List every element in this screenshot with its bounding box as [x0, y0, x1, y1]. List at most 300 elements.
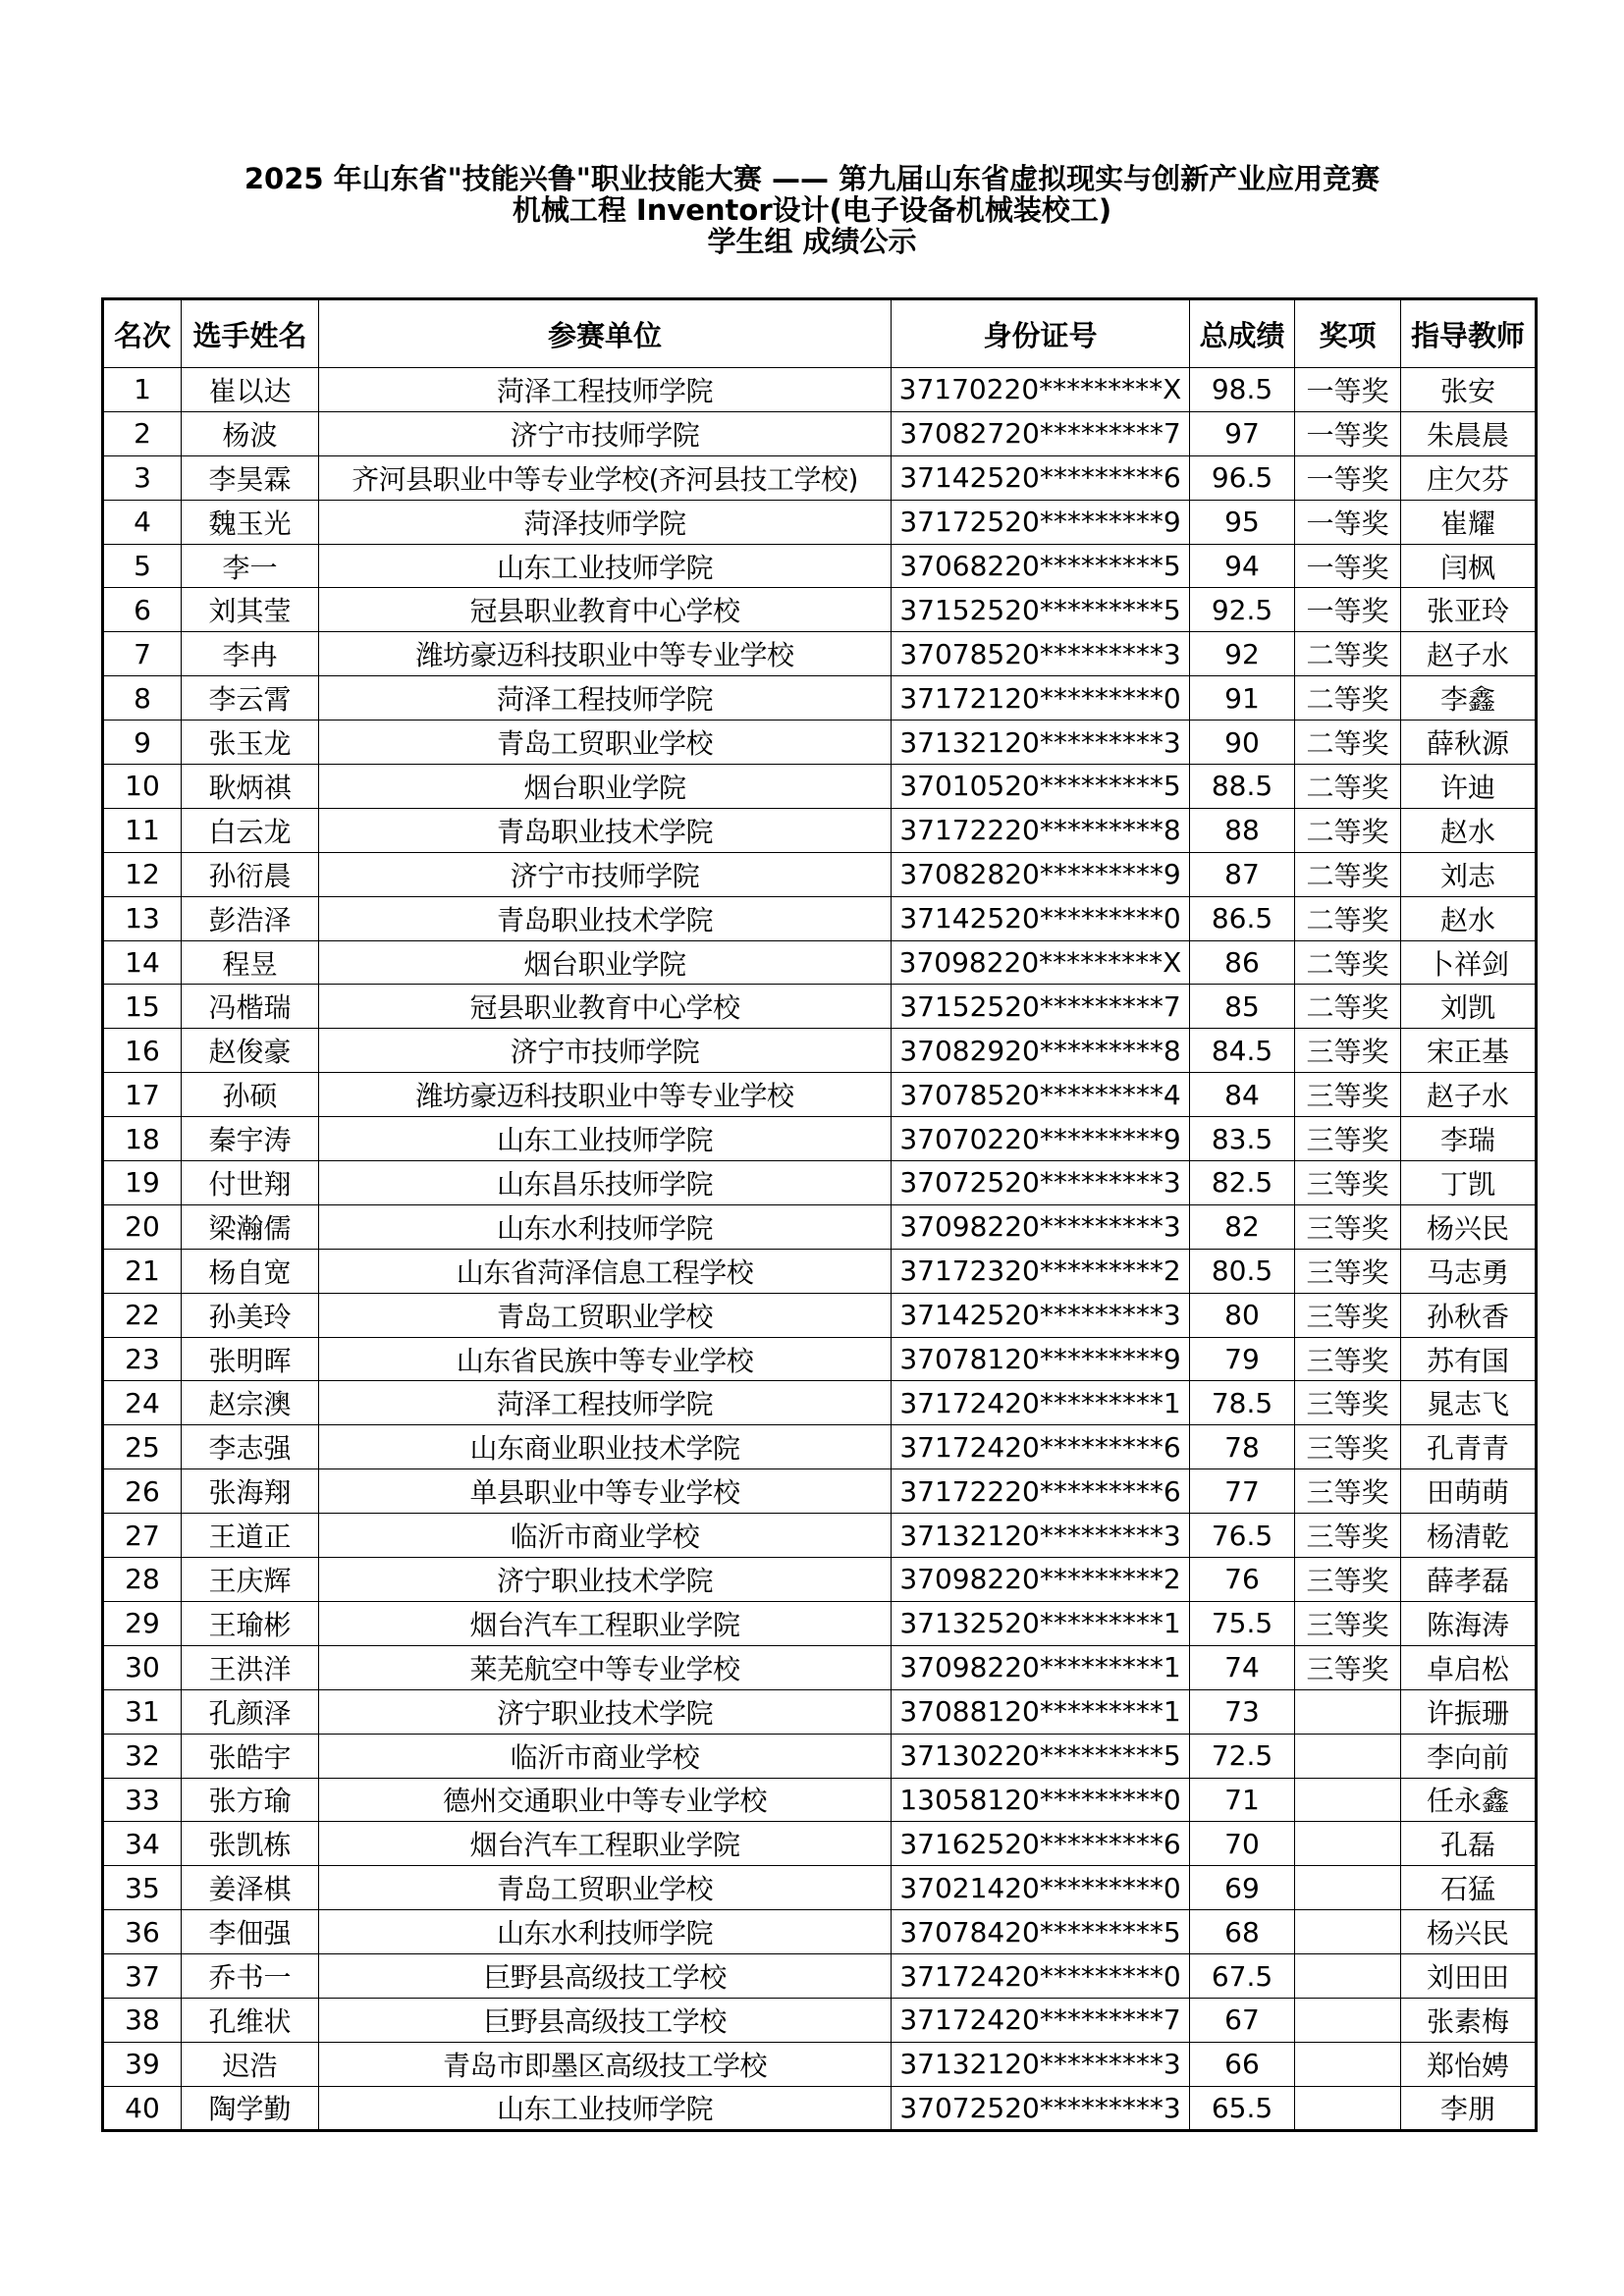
instructor-cell: 卓启松: [1401, 1645, 1537, 1689]
unit-cell: 菏泽技师学院: [319, 500, 892, 544]
award-cell: [1295, 1778, 1401, 1822]
unit-cell: 巨野县高级技工学校: [319, 1998, 892, 2042]
table-row: [103, 1293, 1537, 1337]
rank-cell: 22: [103, 1293, 182, 1337]
table-row: [103, 1337, 1537, 1381]
id-number-cell: 37078520*********3: [892, 632, 1190, 676]
id-number-cell: 37130220*********5: [892, 1734, 1190, 1778]
rank-cell: 37: [103, 1954, 182, 1999]
name-cell: 崔以达: [182, 368, 319, 412]
table-row: [103, 1073, 1537, 1117]
id-number-cell: 37152520*********5: [892, 588, 1190, 632]
rank-cell: 3: [103, 455, 182, 500]
award-cell: 三等奖: [1295, 1337, 1401, 1381]
score-cell: 67: [1190, 1998, 1295, 2042]
unit-cell: 济宁职业技术学院: [319, 1689, 892, 1734]
rank-cell: 18: [103, 1117, 182, 1161]
unit-cell: 青岛职业技术学院: [319, 896, 892, 940]
instructor-cell: 杨清乾: [1401, 1514, 1537, 1558]
header-unit: 参赛单位: [319, 299, 892, 368]
name-cell: 李昊霖: [182, 455, 319, 500]
unit-cell: 巨野县高级技工学校: [319, 1954, 892, 1999]
unit-cell: 烟台汽车工程职业学院: [319, 1601, 892, 1645]
id-number-cell: 37172120*********0: [892, 676, 1190, 721]
name-cell: 赵宗澳: [182, 1381, 319, 1425]
score-cell: 97: [1190, 411, 1295, 455]
table-row: [103, 721, 1537, 765]
table-row: [103, 808, 1537, 852]
award-cell: 二等奖: [1295, 852, 1401, 896]
id-number-cell: 37170220*********X: [892, 368, 1190, 412]
award-cell: [1295, 1910, 1401, 1954]
rank-cell: 4: [103, 500, 182, 544]
instructor-cell: 赵子水: [1401, 632, 1537, 676]
unit-cell: 山东商业职业技术学院: [319, 1425, 892, 1469]
score-cell: 88.5: [1190, 765, 1295, 809]
award-cell: [1295, 1866, 1401, 1910]
instructor-cell: 李瑞: [1401, 1117, 1537, 1161]
award-cell: 一等奖: [1295, 544, 1401, 588]
id-number-cell: 37172520*********9: [892, 500, 1190, 544]
instructor-cell: 崔耀: [1401, 500, 1537, 544]
instructor-cell: 赵水: [1401, 808, 1537, 852]
score-cell: 80: [1190, 1293, 1295, 1337]
score-cell: 75.5: [1190, 1601, 1295, 1645]
instructor-cell: 刘田田: [1401, 1954, 1537, 1999]
unit-cell: 青岛工贸职业学校: [319, 1866, 892, 1910]
name-cell: 孙美玲: [182, 1293, 319, 1337]
instructor-cell: 刘志: [1401, 852, 1537, 896]
instructor-cell: 刘凯: [1401, 985, 1537, 1029]
header-award: 奖项: [1295, 299, 1401, 368]
instructor-cell: 杨兴民: [1401, 1204, 1537, 1249]
name-cell: 耿炳祺: [182, 765, 319, 809]
unit-cell: 山东昌乐技师学院: [319, 1161, 892, 1205]
score-cell: 77: [1190, 1469, 1295, 1514]
unit-cell: 山东工业技师学院: [319, 1117, 892, 1161]
instructor-cell: 陈海涛: [1401, 1601, 1537, 1645]
id-number-cell: 37098220*********2: [892, 1558, 1190, 1602]
table-row: [103, 940, 1537, 985]
instructor-cell: 宋正基: [1401, 1029, 1537, 1073]
score-cell: 80.5: [1190, 1249, 1295, 1293]
unit-cell: 济宁市技师学院: [319, 852, 892, 896]
document-title: [0, 163, 1624, 257]
table-row: [103, 1778, 1537, 1822]
award-cell: [1295, 1998, 1401, 2042]
unit-cell: 济宁市技师学院: [319, 411, 892, 455]
table-row: [103, 1381, 1537, 1425]
rank-cell: 11: [103, 808, 182, 852]
id-number-cell: 37172420*********7: [892, 1998, 1190, 2042]
instructor-cell: 李向前: [1401, 1734, 1537, 1778]
table-row: [103, 368, 1537, 412]
id-number-cell: 37172420*********1: [892, 1381, 1190, 1425]
unit-cell: 单县职业中等专业学校: [319, 1469, 892, 1514]
award-cell: [1295, 2086, 1401, 2130]
instructor-cell: 孙秋香: [1401, 1293, 1537, 1337]
unit-cell: 山东水利技师学院: [319, 1910, 892, 1954]
score-cell: 84.5: [1190, 1029, 1295, 1073]
instructor-cell: 李朋: [1401, 2086, 1537, 2130]
score-cell: 84: [1190, 1073, 1295, 1117]
unit-cell: 临沂市商业学校: [319, 1514, 892, 1558]
unit-cell: 济宁市技师学院: [319, 1029, 892, 1073]
award-cell: 一等奖: [1295, 588, 1401, 632]
award-cell: 三等奖: [1295, 1558, 1401, 1602]
rank-cell: 21: [103, 1249, 182, 1293]
name-cell: 白云龙: [182, 808, 319, 852]
id-number-cell: 37152520*********7: [892, 985, 1190, 1029]
unit-cell: 齐河县职业中等专业学校(齐河县技工学校): [319, 455, 892, 500]
header-total-score: 总成绩: [1190, 299, 1295, 368]
table-row: [103, 1954, 1537, 1999]
instructor-cell: 任永鑫: [1401, 1778, 1537, 1822]
table-row: [103, 1558, 1537, 1602]
rank-cell: 12: [103, 852, 182, 896]
award-cell: 三等奖: [1295, 1514, 1401, 1558]
unit-cell: 德州交通职业中等专业学校: [319, 1778, 892, 1822]
table-row: [103, 1601, 1537, 1645]
unit-cell: 山东水利技师学院: [319, 1204, 892, 1249]
name-cell: 张方瑜: [182, 1778, 319, 1822]
award-cell: 三等奖: [1295, 1293, 1401, 1337]
instructor-cell: 丁凯: [1401, 1161, 1537, 1205]
rank-cell: 36: [103, 1910, 182, 1954]
id-number-cell: 37172220*********6: [892, 1469, 1190, 1514]
instructor-cell: 赵水: [1401, 896, 1537, 940]
table-row: [103, 1866, 1537, 1910]
score-cell: 83.5: [1190, 1117, 1295, 1161]
rank-cell: 15: [103, 985, 182, 1029]
unit-cell: 青岛工贸职业学校: [319, 1293, 892, 1337]
score-cell: 86: [1190, 940, 1295, 985]
award-cell: 三等奖: [1295, 1204, 1401, 1249]
id-number-cell: 37172420*********0: [892, 1954, 1190, 1999]
award-cell: 二等奖: [1295, 765, 1401, 809]
name-cell: 赵俊豪: [182, 1029, 319, 1073]
score-cell: 79: [1190, 1337, 1295, 1381]
score-cell: 98.5: [1190, 368, 1295, 412]
instructor-cell: 张亚玲: [1401, 588, 1537, 632]
table-row: [103, 1204, 1537, 1249]
score-cell: 76.5: [1190, 1514, 1295, 1558]
id-number-cell: 37070220*********9: [892, 1117, 1190, 1161]
rank-cell: 29: [103, 1601, 182, 1645]
name-cell: 姜泽棋: [182, 1866, 319, 1910]
rank-cell: 17: [103, 1073, 182, 1117]
award-cell: 一等奖: [1295, 455, 1401, 500]
name-cell: 王庆辉: [182, 1558, 319, 1602]
id-number-cell: 37132520*********1: [892, 1601, 1190, 1645]
table-row: [103, 1029, 1537, 1073]
table-row: [103, 2042, 1537, 2086]
rank-cell: 34: [103, 1822, 182, 1866]
instructor-cell: 杨兴民: [1401, 1910, 1537, 1954]
rank-cell: 8: [103, 676, 182, 721]
id-number-cell: 37172320*********2: [892, 1249, 1190, 1293]
award-cell: 二等奖: [1295, 896, 1401, 940]
rank-cell: 14: [103, 940, 182, 985]
name-cell: 迟浩: [182, 2042, 319, 2086]
name-cell: 张明晖: [182, 1337, 319, 1381]
instructor-cell: 庄欠芬: [1401, 455, 1537, 500]
table-row: [103, 676, 1537, 721]
table-row: [103, 455, 1537, 500]
rank-cell: 39: [103, 2042, 182, 2086]
score-cell: 74: [1190, 1645, 1295, 1689]
name-cell: 李一: [182, 544, 319, 588]
score-cell: 78.5: [1190, 1381, 1295, 1425]
table-row: [103, 1425, 1537, 1469]
name-cell: 程昱: [182, 940, 319, 985]
score-cell: 67.5: [1190, 1954, 1295, 1999]
score-cell: 90: [1190, 721, 1295, 765]
name-cell: 张皓宇: [182, 1734, 319, 1778]
rank-cell: 32: [103, 1734, 182, 1778]
unit-cell: 青岛职业技术学院: [319, 808, 892, 852]
score-cell: 92.5: [1190, 588, 1295, 632]
table-row: [103, 632, 1537, 676]
score-cell: 69: [1190, 1866, 1295, 1910]
name-cell: 孙衍晨: [182, 852, 319, 896]
id-number-cell: 37078520*********4: [892, 1073, 1190, 1117]
rank-cell: 38: [103, 1998, 182, 2042]
name-cell: 陶学勤: [182, 2086, 319, 2130]
score-cell: 82.5: [1190, 1161, 1295, 1205]
table-body: [103, 368, 1537, 2131]
table-row: [103, 896, 1537, 940]
score-cell: 68: [1190, 1910, 1295, 1954]
rank-cell: 5: [103, 544, 182, 588]
instructor-cell: 晁志飞: [1401, 1381, 1537, 1425]
score-cell: 96.5: [1190, 455, 1295, 500]
score-cell: 70: [1190, 1822, 1295, 1866]
id-number-cell: 37068220*********5: [892, 544, 1190, 588]
award-cell: [1295, 2042, 1401, 2086]
award-cell: 二等奖: [1295, 676, 1401, 721]
name-cell: 张海翔: [182, 1469, 319, 1514]
score-cell: 76: [1190, 1558, 1295, 1602]
instructor-cell: 郑怡娉: [1401, 2042, 1537, 2086]
instructor-cell: 田萌萌: [1401, 1469, 1537, 1514]
id-number-cell: 37072520*********3: [892, 2086, 1190, 2130]
unit-cell: 菏泽工程技师学院: [319, 676, 892, 721]
name-cell: 王洪洋: [182, 1645, 319, 1689]
rank-cell: 2: [103, 411, 182, 455]
header-rank: 名次: [103, 299, 182, 368]
award-cell: 三等奖: [1295, 1381, 1401, 1425]
name-cell: 王道正: [182, 1514, 319, 1558]
instructor-cell: 石猛: [1401, 1866, 1537, 1910]
score-cell: 92: [1190, 632, 1295, 676]
award-cell: 三等奖: [1295, 1161, 1401, 1205]
instructor-cell: 卜祥剑: [1401, 940, 1537, 985]
id-number-cell: 37132120*********3: [892, 2042, 1190, 2086]
award-cell: 二等奖: [1295, 632, 1401, 676]
name-cell: 刘其莹: [182, 588, 319, 632]
table-row: [103, 1734, 1537, 1778]
rank-cell: 33: [103, 1778, 182, 1822]
title-line-2: 机械工程 Inventor设计(电子设备机械装校工): [512, 193, 1112, 227]
rank-cell: 23: [103, 1337, 182, 1381]
award-cell: 一等奖: [1295, 368, 1401, 412]
unit-cell: 菏泽工程技师学院: [319, 368, 892, 412]
award-cell: 三等奖: [1295, 1425, 1401, 1469]
table-row: [103, 1469, 1537, 1514]
rank-cell: 25: [103, 1425, 182, 1469]
name-cell: 李志强: [182, 1425, 319, 1469]
score-cell: 86.5: [1190, 896, 1295, 940]
header-instructor: 指导教师: [1401, 299, 1537, 368]
name-cell: 魏玉光: [182, 500, 319, 544]
rank-cell: 27: [103, 1514, 182, 1558]
table-row: [103, 1689, 1537, 1734]
name-cell: 梁瀚儒: [182, 1204, 319, 1249]
rank-cell: 10: [103, 765, 182, 809]
table-row: [103, 500, 1537, 544]
name-cell: 李佃强: [182, 1910, 319, 1954]
award-cell: [1295, 1734, 1401, 1778]
table-row: [103, 1998, 1537, 2042]
rank-cell: 24: [103, 1381, 182, 1425]
id-number-cell: 37098220*********3: [892, 1204, 1190, 1249]
table-header-row: [103, 299, 1537, 368]
rank-cell: 6: [103, 588, 182, 632]
score-cell: 65.5: [1190, 2086, 1295, 2130]
name-cell: 张玉龙: [182, 721, 319, 765]
score-cell: 94: [1190, 544, 1295, 588]
rank-cell: 16: [103, 1029, 182, 1073]
id-number-cell: 37142520*********3: [892, 1293, 1190, 1337]
table-row: [103, 985, 1537, 1029]
unit-cell: 山东工业技师学院: [319, 2086, 892, 2130]
award-cell: 三等奖: [1295, 1645, 1401, 1689]
rank-cell: 13: [103, 896, 182, 940]
id-number-cell: 37072520*********3: [892, 1161, 1190, 1205]
id-number-cell: 37162520*********6: [892, 1822, 1190, 1866]
unit-cell: 潍坊豪迈科技职业中等专业学校: [319, 632, 892, 676]
title-line-1: 2025 年山东省"技能兴鲁"职业技能大赛 —— 第九届山东省虚拟现实与创新产业应用竞赛: [244, 162, 1380, 195]
unit-cell: 青岛市即墨区高级技工学校: [319, 2042, 892, 2086]
id-number-cell: 37082720*********7: [892, 411, 1190, 455]
instructor-cell: 孔青青: [1401, 1425, 1537, 1469]
rank-cell: 28: [103, 1558, 182, 1602]
instructor-cell: 许迪: [1401, 765, 1537, 809]
rank-cell: 7: [103, 632, 182, 676]
id-number-cell: 37098220*********X: [892, 940, 1190, 985]
instructor-cell: 马志勇: [1401, 1249, 1537, 1293]
name-cell: 李云霄: [182, 676, 319, 721]
id-number-cell: 37132120*********3: [892, 1514, 1190, 1558]
unit-cell: 莱芜航空中等专业学校: [319, 1645, 892, 1689]
award-cell: 三等奖: [1295, 1469, 1401, 1514]
unit-cell: 青岛工贸职业学校: [319, 721, 892, 765]
unit-cell: 山东工业技师学院: [319, 544, 892, 588]
score-cell: 82: [1190, 1204, 1295, 1249]
name-cell: 王瑜彬: [182, 1601, 319, 1645]
name-cell: 杨自宽: [182, 1249, 319, 1293]
award-cell: 二等奖: [1295, 985, 1401, 1029]
award-cell: 一等奖: [1295, 411, 1401, 455]
award-cell: 三等奖: [1295, 1029, 1401, 1073]
instructor-cell: 许振珊: [1401, 1689, 1537, 1734]
award-cell: 三等奖: [1295, 1601, 1401, 1645]
id-number-cell: 37172420*********6: [892, 1425, 1190, 1469]
id-number-cell: 37078120*********9: [892, 1337, 1190, 1381]
score-cell: 66: [1190, 2042, 1295, 2086]
name-cell: 孙硕: [182, 1073, 319, 1117]
instructor-cell: 薛秋源: [1401, 721, 1537, 765]
unit-cell: 烟台职业学院: [319, 940, 892, 985]
unit-cell: 烟台职业学院: [319, 765, 892, 809]
award-cell: [1295, 1954, 1401, 1999]
rank-cell: 9: [103, 721, 182, 765]
unit-cell: 菏泽工程技师学院: [319, 1381, 892, 1425]
unit-cell: 冠县职业教育中心学校: [319, 985, 892, 1029]
header-id-number: 身份证号: [892, 299, 1190, 368]
rank-cell: 26: [103, 1469, 182, 1514]
header-name: 选手姓名: [182, 299, 319, 368]
rank-cell: 1: [103, 368, 182, 412]
table-row: [103, 2086, 1537, 2130]
rank-cell: 40: [103, 2086, 182, 2130]
award-cell: 二等奖: [1295, 721, 1401, 765]
id-number-cell: 37078420*********5: [892, 1910, 1190, 1954]
id-number-cell: 37142520*********6: [892, 455, 1190, 500]
id-number-cell: 37142520*********0: [892, 896, 1190, 940]
unit-cell: 临沂市商业学校: [319, 1734, 892, 1778]
id-number-cell: 37082920*********8: [892, 1029, 1190, 1073]
table-row: [103, 544, 1537, 588]
table-row: [103, 1514, 1537, 1558]
title-line-3: 学生组 成绩公示: [707, 225, 917, 258]
rank-cell: 20: [103, 1204, 182, 1249]
table-row: [103, 1822, 1537, 1866]
name-cell: 孔颜泽: [182, 1689, 319, 1734]
id-number-cell: 37172220*********8: [892, 808, 1190, 852]
table-row: [103, 1161, 1537, 1205]
name-cell: 张凯栋: [182, 1822, 319, 1866]
award-cell: 二等奖: [1295, 808, 1401, 852]
award-cell: [1295, 1822, 1401, 1866]
unit-cell: 潍坊豪迈科技职业中等专业学校: [319, 1073, 892, 1117]
unit-cell: 山东省民族中等专业学校: [319, 1337, 892, 1381]
id-number-cell: 37088120*********1: [892, 1689, 1190, 1734]
name-cell: 付世翔: [182, 1161, 319, 1205]
score-cell: 78: [1190, 1425, 1295, 1469]
table-row: [103, 765, 1537, 809]
name-cell: 李冉: [182, 632, 319, 676]
table-row: [103, 1117, 1537, 1161]
award-cell: [1295, 1689, 1401, 1734]
unit-cell: 济宁职业技术学院: [319, 1558, 892, 1602]
table-row: [103, 852, 1537, 896]
id-number-cell: 37098220*********1: [892, 1645, 1190, 1689]
instructor-cell: 赵子水: [1401, 1073, 1537, 1117]
table-row: [103, 1910, 1537, 1954]
name-cell: 杨波: [182, 411, 319, 455]
instructor-cell: 李鑫: [1401, 676, 1537, 721]
id-number-cell: 37021420*********0: [892, 1866, 1190, 1910]
award-cell: 一等奖: [1295, 500, 1401, 544]
instructor-cell: 闫枫: [1401, 544, 1537, 588]
score-cell: 71: [1190, 1778, 1295, 1822]
rank-cell: 30: [103, 1645, 182, 1689]
score-cell: 87: [1190, 852, 1295, 896]
instructor-cell: 苏有国: [1401, 1337, 1537, 1381]
instructor-cell: 张素梅: [1401, 1998, 1537, 2042]
